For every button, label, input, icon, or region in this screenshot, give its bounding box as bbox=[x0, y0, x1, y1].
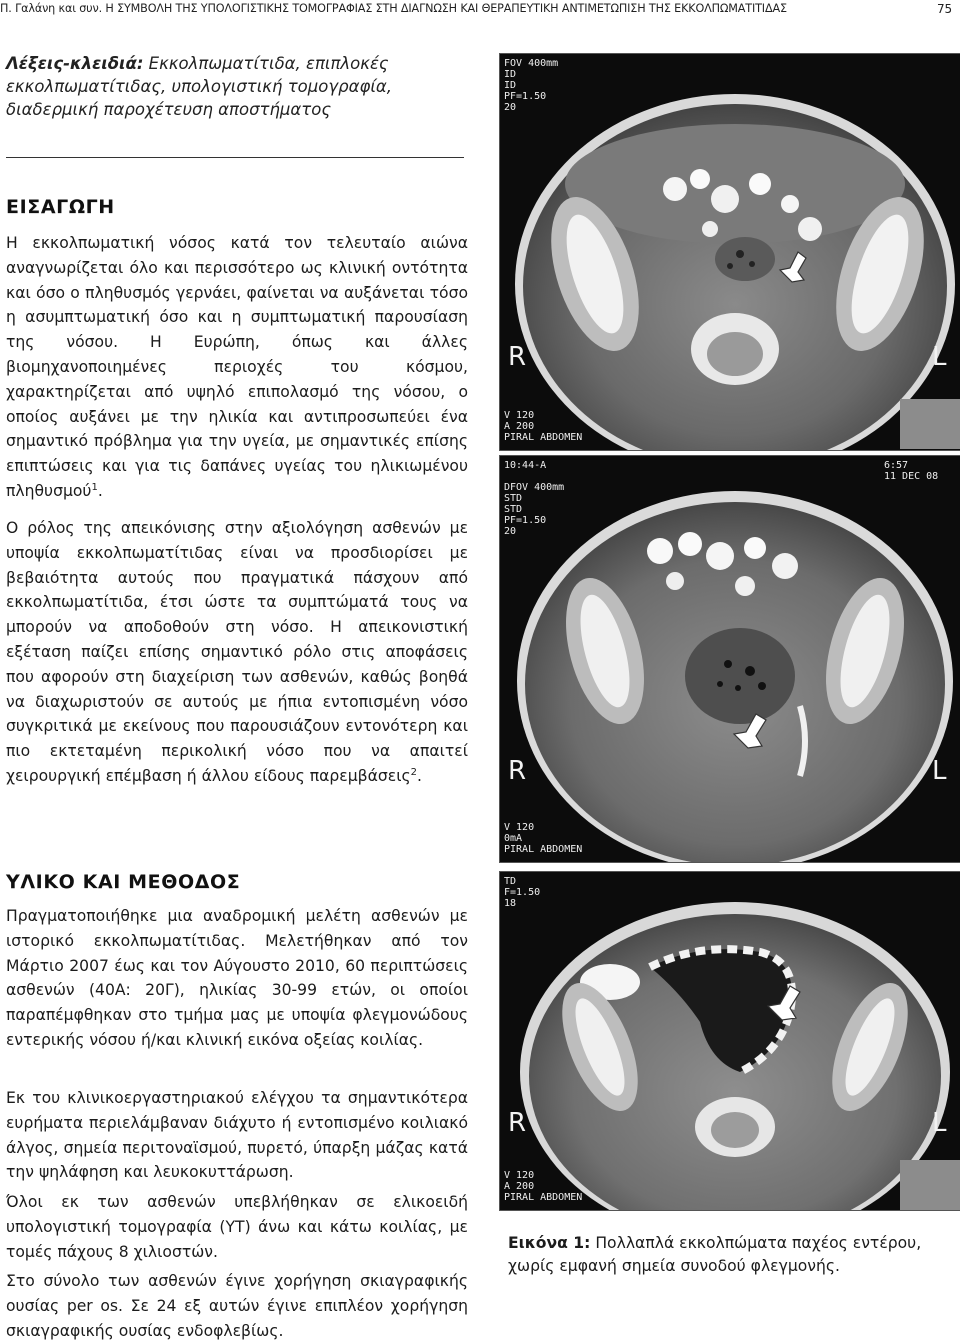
section-divider bbox=[6, 157, 464, 158]
introduction-paragraph-1 bbox=[6, 231, 468, 504]
methods-heading: ΥΛΙΚΟ ΚΑΙ ΜΕΘΟΔΟΣ bbox=[6, 871, 241, 893]
keywords-label: Λέξεις-κλειδιά: bbox=[6, 54, 144, 73]
keywords bbox=[6, 52, 470, 121]
ct-scan-2-drawing bbox=[500, 456, 960, 862]
figure-caption bbox=[508, 1232, 956, 1278]
page-number: 75 bbox=[937, 2, 952, 16]
ct2-left-side-marker: L bbox=[932, 756, 947, 786]
methods-paragraph-3: Όλοι εκ των ασθενών υπεβλήθηκαν σε ελικοειδή υπολογιστική τομογραφία (ΥΤ) άνω και κάτω κοιλίας, με τομές πάχους 8 χιλιοστών. bbox=[6, 1193, 468, 1261]
ct1-right-side-marker: R bbox=[508, 342, 527, 372]
ct-scan-image-1 bbox=[499, 53, 960, 451]
caption-text: Πολλαπλά εκκολπώματα παχέος εντέρου, χωρίς εμφανή σημεία συνοδού φλεγμονής. bbox=[508, 1234, 922, 1275]
intro-p2-text: Ο ρόλος της απεικόνισης στην αξιολόγηση ασθενών με υποψία εκκολπωματίτιδας είναι να προσδιορίσει με βεβαιότητα αυτούς που πραγματικά πάσχουν από εκκολπωματίτιδα, έτσι ώστε τα συμπτώματά τους να μπορούν να αποδοθούν στη νόσο. Η απεικονιστική εξέταση παίζει επίσης σημαντικό ρόλο στις αποφάσεις που αφορούν στη διαχείριση των ασθενών, καθώς βοηθά να διαχωριστούν σε αυτούς με ήπια εντοπισμένη νόσο συγκριτικά με εκείνους που παρουσιάζουν εντονότερη και πιο εκτεταμένη περικολική νόσο που να απαιτεί χειρουργική επέμβαση ή άλλου είδους παρεμβάσεις bbox=[6, 519, 468, 785]
ct-scan-3-drawing bbox=[500, 872, 960, 1210]
methods-paragraph-1: Πραγματοποιήθηκε μια αναδρομική μελέτη ασθενών με ιστορικό εκκολπωματίτιδας. Μελετήθηκαν από τον Μάρτιο 2007 έως και τον Αύγουστο 2010, 60 περιπτώσεις ασθενών (40Α: 20Γ), ηλικίας 30-99 ετών, οι οποίοι παραπέμφθηκαν στο τμήμα μας με υποψία φλεγμονώδους εντερικής νόσου ή/και κλινική εικόνα οξείας κοιλίας. bbox=[6, 907, 468, 1049]
methods-paragraph-2: Εκ του κλινικοεργαστηριακού ελέγχου τα σημαντικότερα ευρήματα περιελάμβαναν διάχυτο ή εντοπισμένο κοιλιακό άλγος, σημεία περιτοναϊσμού, πυρετό, ύπαρξη μάζας κατά την ψηλάφηση και λευκοκυττάρωση. bbox=[6, 1089, 468, 1182]
ct3-top-left-info: TD F=1.50 18 bbox=[504, 876, 541, 909]
ct2-top-right-info: 6:57 11 DEC 08 bbox=[884, 460, 939, 482]
introduction-heading: ΕΙΣΑΓΩΓΗ bbox=[6, 196, 115, 218]
running-header bbox=[0, 0, 960, 18]
ct-scan-image-2 bbox=[499, 455, 960, 863]
reference-1: 1 bbox=[91, 481, 98, 493]
keywords-text: Εκκολπωματίτιδα, επιπλοκές εκκολπωματίτιδας, υπολογιστική τομογραφία, διαδερμική παροχέτευση αποστήματος bbox=[6, 54, 393, 119]
caption-label: Εικόνα 1: bbox=[508, 1234, 591, 1252]
ct3-right-side-marker: R bbox=[508, 1108, 527, 1138]
ct1-left-side-marker: L bbox=[932, 342, 947, 372]
running-title: Π. Γαλάνη και συν. Η ΣΥΜΒΟΛΗ ΤΗΣ ΥΠΟΛΟΓΙΣΤΙΚΗΣ ΤΟΜΟΓΡΑΦΙΑΣ ΣΤΗ ΔΙΑΓΝΩΣΗ ΚΑΙ ΘΕΡΑΠΕΥΤΙΚΗ ΑΝΤΙΜΕΤΩΠΙΣΗ ΤΗΣ ΕΚΚΟΛΠΩΜΑΤΙΤΙΔΑΣ bbox=[0, 2, 787, 15]
intro-p1-text: Η εκκολπωματική νόσος κατά τον τελευταίο αιώνα αναγνωρίζεται όλο και περισσότερο ως κλινική οντότητα και όσο ο πληθυσμός γερνάει, φαίνεται να αυξάνεται τόσο η ασυμπτωματική όσο και η συμπτωματική παρουσίαση της νόσου. Η Ευρώπη, όπως και άλλες βιομηχανοποιημένες περιοχές του κόσμου, χαρακτηρίζεται από υψηλό επιπολασμό της νόσου, ο οποίος αυξάνει με την ηλικία και αντιπροσωπεύει ένα σημαντικό πρόβλημα για την υγεία, με σημαντικές επίσης επιπτώσεις και για τις δαπάνες υγείας του ηλικιωμένου πληθυσμού bbox=[6, 234, 468, 500]
methods-paragraph-4: Στο σύνολο των ασθενών έγινε χορήγηση σκιαγραφικής ουσίας per os. Σε 24 εξ αυτών έγινε επιπλέον χορήγηση σκιαγραφικής ουσίας ενδοφλεβίως. bbox=[6, 1272, 468, 1340]
ct1-bottom-left-info: V 120 A 200 PIRAL ABDOMEN bbox=[504, 410, 583, 443]
intro-p2-end: . bbox=[417, 766, 422, 785]
intro-p1-end: . bbox=[97, 481, 103, 500]
reference-2: 2 bbox=[410, 766, 418, 778]
ct1-top-left-info: FOV 400mm ID ID PF=1.50 20 bbox=[504, 58, 559, 113]
ct2-bottom-left-info: V 120 0mA PIRAL ABDOMEN bbox=[504, 822, 583, 855]
introduction-paragraph-2 bbox=[6, 516, 468, 789]
ct2-top-left-info: 10:44-A DFOV 400mm STD STD PF=1.50 20 bbox=[504, 460, 565, 537]
ct3-bottom-left-info: V 120 A 200 PIRAL ABDOMEN bbox=[504, 1170, 583, 1203]
ct2-right-side-marker: R bbox=[508, 756, 527, 786]
ct3-left-side-marker: L bbox=[932, 1108, 947, 1138]
ct-scan-1-drawing bbox=[500, 54, 960, 450]
ct-scan-image-3 bbox=[499, 871, 960, 1211]
